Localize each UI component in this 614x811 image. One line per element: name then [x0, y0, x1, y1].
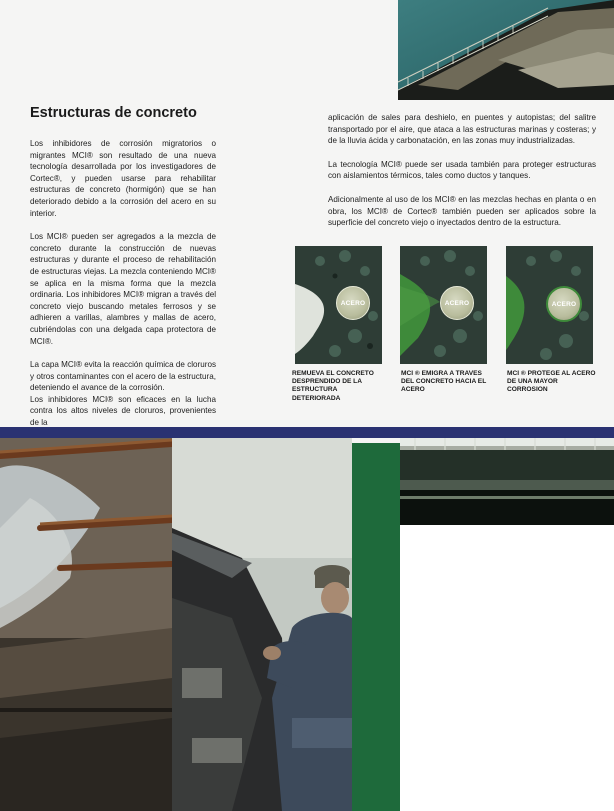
paragraph: La tecnología MCI® puede ser usada también para proteger estructuras con aislamientos térmicos, tales como ductos y tanques.	[328, 159, 596, 181]
steel-rebar-badge: ACERO	[336, 286, 370, 320]
paragraph: Adicionalmente al uso de los MCI® en las mezclas hechas en planta o en obra, los MCI® de Cortec® también pueden ser aplicados sobre la superficie del concreto viejo o inyectados dentro de la estructura.	[328, 194, 596, 228]
paragraph: Los inhibidores de corrosión migratorios o migrantes MCI® son resultado de una nueva tecnología desarrollada por los investigadores de Cortec®, y pueden usarse para rehabilitar estructuras de concreto (hormigón) que se han deteriorado debido a la corrosión del acero en su interior.	[30, 139, 216, 218]
paragraph: aplicación de sales para deshielo, en puentes y autopistas; del salitre transportado por el aire, que ataca a las estructuras marinas y costeras; y de la lluvia ácida y carbonatación, en las zonas muy industrializadas.	[328, 113, 596, 146]
diagram-caption: MCI ® PROTEGE AL ACERO DE UNA MAYOR CORROSION	[507, 370, 596, 394]
bridge-photo-bottom	[400, 438, 614, 525]
green-accent-stripe	[352, 443, 400, 811]
bridge-photo-top	[398, 0, 614, 100]
corroded-rebar-photo	[0, 438, 172, 811]
right-text-column	[328, 112, 596, 241]
paragraph: La capa MCI® evita la reacción química de cloruros y otros contaminantes con el acero de la estructura, deteniendo el avance de la corrosión.	[30, 360, 216, 393]
navy-divider-bar	[0, 427, 614, 438]
paragraph: Los inhibidores MCI® son eficaces en la lucha contra los altos niveles de cloruros, provenientes de la	[30, 394, 216, 428]
blank-panel	[400, 525, 614, 811]
left-text-column	[30, 138, 216, 441]
diagram-remove-concrete	[295, 246, 382, 364]
diagram-caption: REMUEVA EL CONCRETO DESPRENDIDO DE LA ESTRUCTURA DETERIORADA	[292, 370, 374, 402]
diagram-mci-migrates	[400, 246, 487, 364]
section-heading: Estructuras de concreto	[30, 105, 197, 121]
steel-rebar-badge-protected: ACERO	[546, 286, 582, 322]
diagram-mci-protects	[506, 246, 593, 364]
diagram-caption: MCI ® EMIGRA A TRAVES DEL CONCRETO HACIA EL ACERO	[401, 370, 487, 394]
paragraph: Los MCI® pueden ser agregados a la mezcla de concreto durante la construcción de nuevas estructuras y durante el proceso de rehabilitación de estructuras viejas. La mezcla conteniendo MCI® se aplica en la misma forma que la mezcla ordinaria. Los inhibidores MCI® migran a través del concreto viejo buscando metales ferrosos y se adhieren a varillas, alambres y mallas de acero, cubriéndolas con una delgada capa protectora de MCI®.	[30, 232, 216, 346]
steel-rebar-badge: ACERO	[440, 286, 474, 320]
worker-photo	[172, 438, 352, 811]
